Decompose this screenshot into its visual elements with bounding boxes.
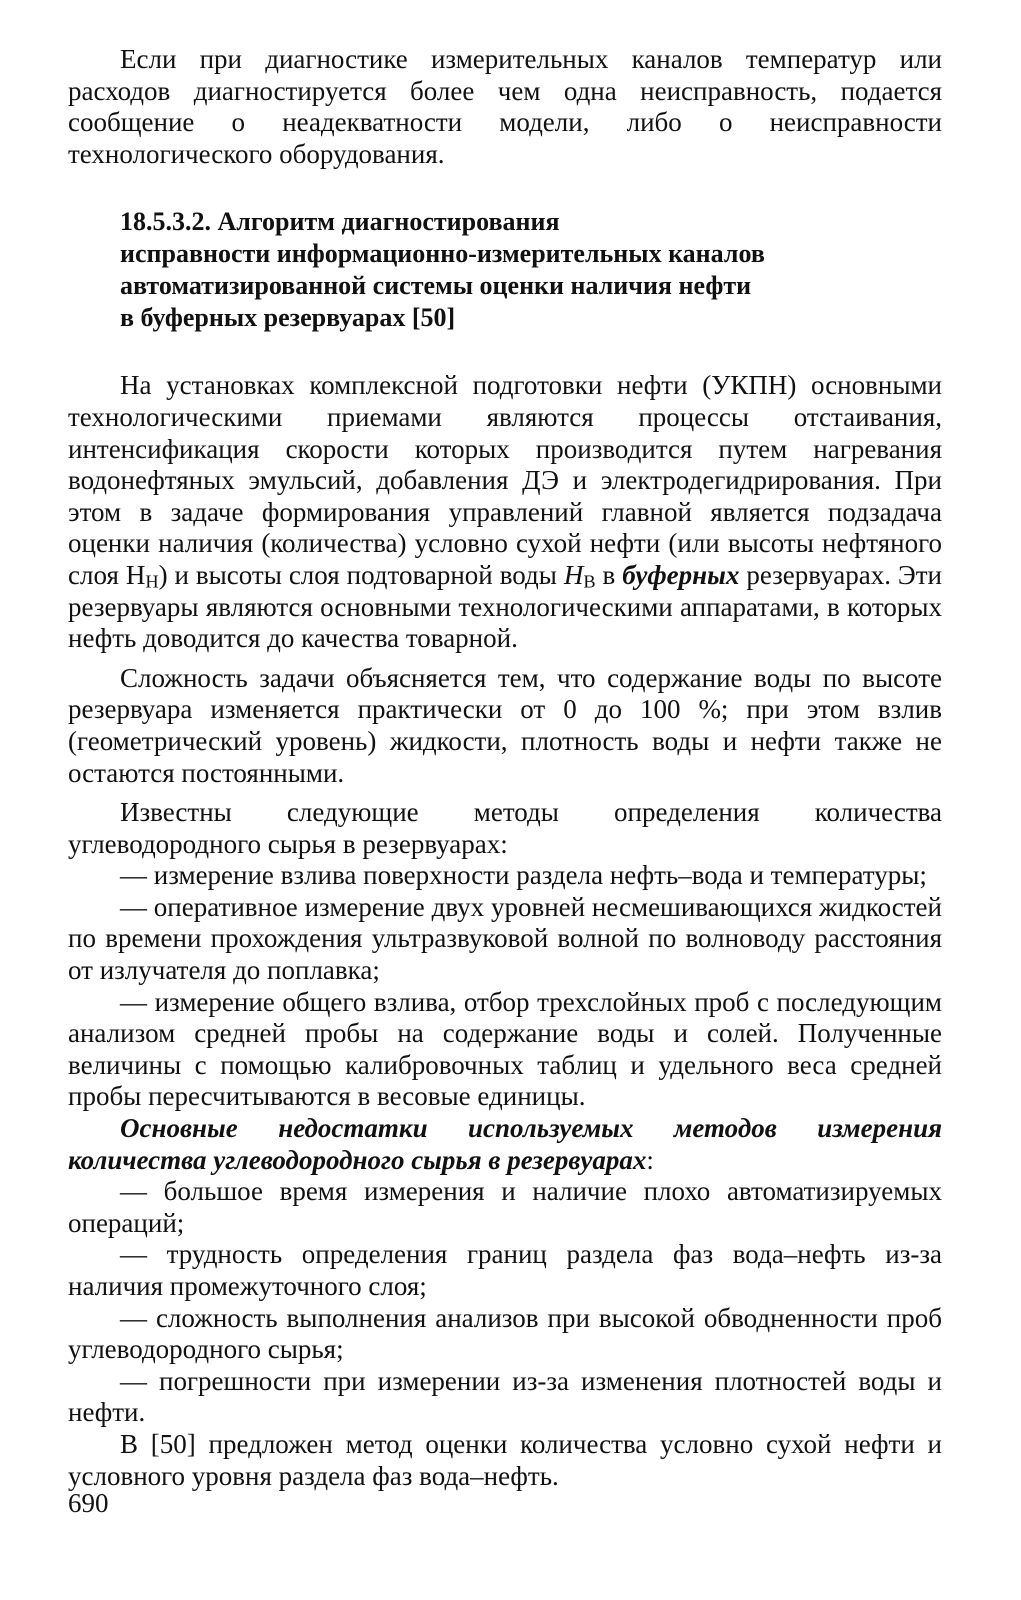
section-heading-line: в буферных резервуарах [50] [120,303,456,333]
ukpn-text: На установках комплексной подготовки нефти (УКПН) основными технологическими приемами являются процессы отстаивания, интенсификация скорости которых производится путем нагревания водонефтяных эмульсий, добавления ДЭ и электродегидрирования. При этом в задаче формирования управлений главной является подзадача оценки наличия (количества) условно сухой нефти (или высоты нефтяного слоя [68,370,942,590]
hn-symbol: $H_H$ [125,559,159,592]
complexity-paragraph: Сложность задачи объясняется тем, что содержание воды по высоте резервуара изменяется практически от 0 до 100 %; при этом взлив (геометрический уровень) жидкости, плотность воды и нефти также не остаются постоянными. [68,662,942,788]
method-item: — оперативное измерение двух уровней несмешивающихся жидкостей по времени прохождения ультразвуковой волной по волноводу расстояния от излучателя до поплавка; [68,891,942,986]
methods-intro-paragraph: Известны следующие методы определения количества углеводородного сырья в резервуарах: [68,797,942,859]
method-item: — измерение общего взлива, отбор трехслойных проб с последующим анализом средней пробы на содержание воды и солей. Полученные величины с помощью калибровочных таблиц и удельного веса средней пробы пересчитываются в весовые единицы. [68,986,942,1112]
ukpn-text: резервуарах. Эти резервуары являются основными технологическими аппаратами, в которых нефть доводится до качества товарной. [68,559,942,654]
drawback-item: — сложность выполнения анализов при высокой обводненности проб углеводородного сырья; [68,1302,942,1365]
section-heading-line: исправности информационно-измерительных каналов [120,239,765,269]
page-number: 690 [68,1488,109,1518]
drawback-item: — трудность определения границ раздела фаз вода–нефть из-за наличия промежуточного слоя; [68,1239,942,1301]
drawback-item: — большое время измерения и наличие плохо автоматизируемых операций; [68,1176,942,1238]
drawbacks-title: Основные недостатки используемых методов измерения количества углеводородного сырья в резервуарах [68,1113,942,1175]
drawbacks-heading: Основные недостатки используемых методов измерения количества углеводородного сырья в резервуарах: [68,1113,942,1175]
ukpn-text: ) и высоты слоя подтоварной воды [158,559,564,590]
emphasized-word: буферных [622,559,740,590]
drawback-item: — погрешности при измерении из-за изменения плотностей воды и нефти. [68,1365,942,1428]
hb-symbol: H [563,559,584,590]
intro-paragraph: Если при диагностике измерительных каналов температур или расходов диагностируется более чем одна неисправность, подается сообщение о неадекватности модели, либо о неисправности технологического оборудования. [68,44,942,169]
section-heading-line: автоматизированной системы оценки наличия нефти [120,271,752,301]
section-heading [120,206,942,334]
page-body [68,44,942,1492]
ukpn-paragraph: На установках комплексной подготовки нефти (УКПН) основными технологическими приемами являются процессы отстаивания, интенсификация скорости которых производится путем нагревания водонефтяных эмульсий, добавления ДЭ и электродегидрирования. При этом в задаче формирования управлений главной является подзадача оценки наличия (количества) условно сухой нефти (или высоты нефтяного слоя $H_H$) и высоты слоя подтоварной воды $H_B$ в буферных резервуарах. Эти резервуары являются основными технологическими аппаратами, в которых нефть доводится до качества товарной. [68,370,942,654]
hb-subscript: B [583,571,596,592]
method-item: — измерение взлива поверхности раздела нефть–вода и температуры; [120,860,927,891]
final-paragraph: В [50] предложен метод оценки количества условно сухой нефти и условного уровня раздела фаз вода–нефть. [68,1428,942,1491]
section-heading-line: 18.5.3.2. Алгоритм диагностирования [120,207,560,237]
